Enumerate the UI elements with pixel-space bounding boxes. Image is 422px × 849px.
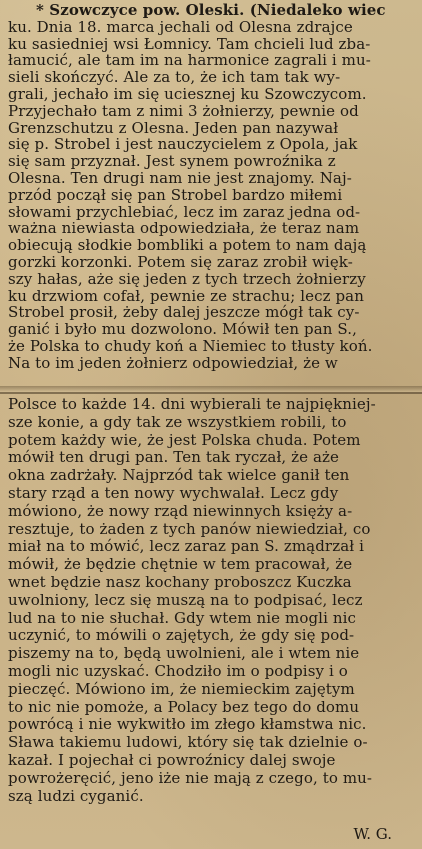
article-line: sze konie, a gdy tak ze wszystkiem robili, to [8,413,347,431]
article-line: piszemy na to, będą uwolnieni, ale i wtem nie [8,645,360,663]
article-line: Grenzschutzu z Olesna. Jeden pan nazywał [8,119,339,137]
article-line: przód począł się pan Strobel bardzo miłemi [8,186,343,204]
article-line: mówił ten drugi pan. Ten tak ryczał, że aże [8,449,340,467]
article-line: Na to im jeden żołnierz odpowiedział, że w [8,354,338,372]
article-line: mogli nic uzyskać. Chodziło im o podpisy i o [8,662,348,680]
article-line: gorzki korzonki. Potem się zaraz zrobił więk- [8,253,353,271]
article-line: * Szowczyce pow. Oleski. (Niedaleko wiec [36,2,386,19]
article-line: ku drzwiom cofał, pewnie ze strachu; lecz pan [8,287,364,305]
article-line: obiecują słodkie bombliki a potem to nam dają [8,237,367,254]
article-line: mówiono, że nowy rząd niewinnych księży a- [8,502,353,520]
article-line: ganić i było mu dozwolono. Mówił ten pan S., [8,321,357,338]
article-line: powrożeręcić, jeno iże nie mają z czego, to mu- [8,769,373,787]
author-signature: W. G. [353,825,392,843]
article-line: to nic nie pomoże, a Polacy bez tego do domu [8,698,360,716]
article-line: że Polska to chudy koń a Niemiec to tłusty koń. [8,337,373,355]
article-line: ku sasiedniej wsi Łomnicy. Tam chcieli lud zba- [8,35,371,53]
article-line: sieli skończyć. Ale za to, że ich tam tak wy- [8,69,341,86]
article-line: szą ludzi cyganić. [8,787,144,805]
article-line: Olesna. Ten drugi nam nie jest znajomy. Naj- [8,169,352,187]
article-line: łamucić, ale tam im na harmonice zagrali i mu- [8,52,371,70]
article-line: wnet będzie nasz kochany proboszcz Kuczka [8,573,352,591]
article-line: uwolniony, lecz się muszą na to podpisać, lecz [8,591,363,609]
article-line: ważna niewiasta odpowiedziała, że teraz nam [8,220,360,238]
article-line: mówił, że będzie chętnie w tem pracował, że [8,556,353,574]
article-line: się p. Strobel i jest nauczycielem z Opola, jak [8,136,358,154]
article-line: się sam przyznał. Jest synem powroźnika z [8,153,336,170]
article-line: lud na to nie słuchał. Gdy wtem nie mogli nic [8,609,356,627]
article-line: Przyjechało tam z nimi 3 żołnierzy, pewnie od [8,102,359,120]
article-line: Polsce to każde 14. dni wybierali te najpiękniej- [8,396,376,413]
article-line: słowami przychlebiać, lecz im zaraz jedna od- [8,203,361,221]
article-line: grali, jechało im się uciesznej ku Szowczycom. [8,85,367,103]
article-line: potem każdy wie, że jest Polska chuda. Potem [8,431,361,449]
article-line: powrócą i nie wykwitło im złego kłamstwa nic. [8,716,367,734]
article-line: resztuje, to żaden z tych panów niewiedział, co [8,520,371,538]
article-column-bottom [0,392,422,849]
article-line: stary rząd a ten nowy wychwalał. Lecz gdy [8,484,339,502]
article-line: ku. Dnia 18. marca jechali od Olesna zdrajce [8,18,353,36]
article-column-top [0,0,422,386]
article-line: okna zadrżały. Najprzód tak wielce ganił ten [8,467,350,485]
article-line: pieczęć. Mówiono im, że niemieckim zajętym [8,680,355,698]
article-line: Sława takiemu ludowi, który się tak dzielnie o- [8,734,368,752]
article-line: miał na to mówić, lecz zaraz pan S. zmądrzał i [8,538,364,556]
article-line: kazał. I pojechał ci powroźnicy dalej swoje [8,751,336,769]
article-line: uczynić, to mówili o zajętych, że gdy się pod- [8,627,355,645]
article-line: Strobel prosił, żeby dalej jeszcze mógł tak cy- [8,304,360,322]
article-line: szy hałas, aże się jeden z tych trzech żołnierzy [8,270,366,288]
